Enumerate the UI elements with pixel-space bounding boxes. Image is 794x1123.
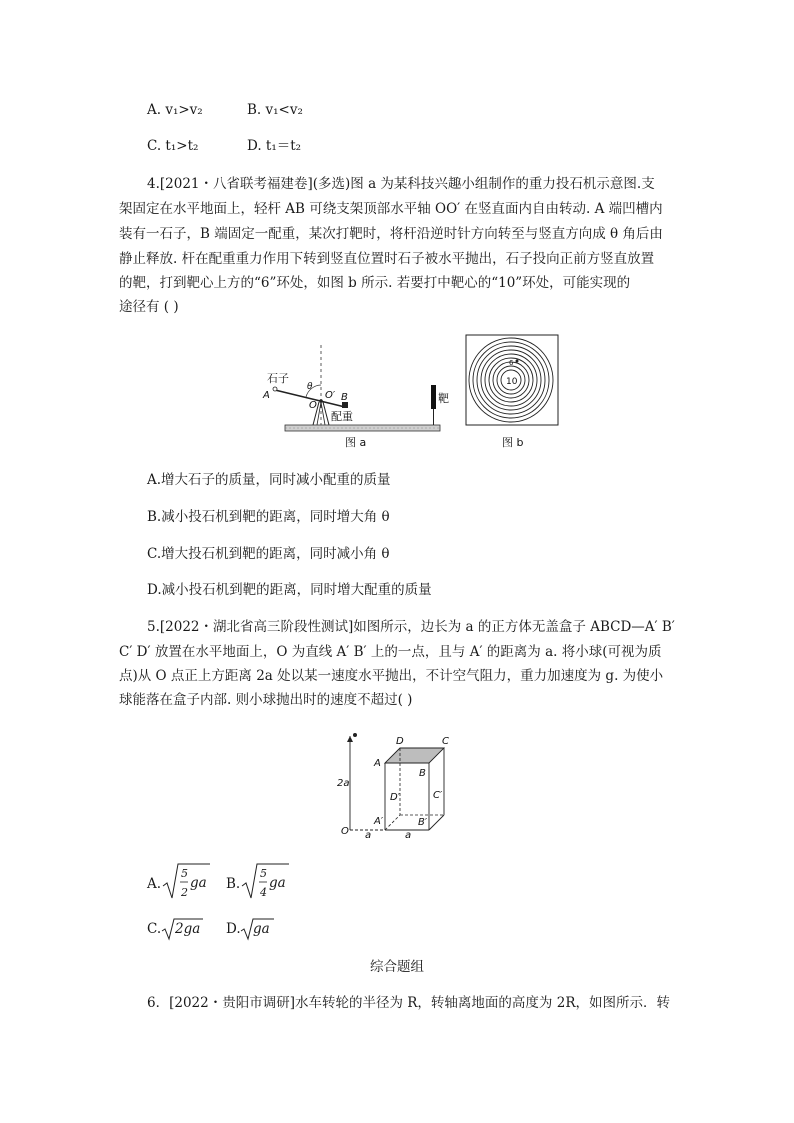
q4-stem-line-1: 4.[2021・八省联考福建卷](多选)图 a 为某科技兴趣小组制作的重力投石机示意图.支 xyxy=(147,176,655,192)
label-B: B xyxy=(419,768,426,779)
q5-option-a-denominator: 2 xyxy=(181,886,188,899)
q4-option-a[interactable]: A.增大石子的质量，同时减小配重的质量 xyxy=(147,472,391,488)
launch-point xyxy=(353,733,357,737)
q5-option-c-expression: 2ga xyxy=(175,921,201,937)
q3-option-d[interactable]: D. t₁＝t₂ xyxy=(247,138,302,154)
q5-option-b-numerator: 5 xyxy=(260,867,267,880)
label-A-prime: A′ xyxy=(374,816,384,827)
q4-stem-line-3: 装有一石子，B 端固定一配重，某次打靶时，将杆沿逆时针方向转至与竖直方向成 θ 角后由 xyxy=(119,226,663,242)
q6-stem-line-1: 6．[2022・贵阳市调研]水车转轮的半径为 R，转轴离地面的高度为 2R，如图所示．转 xyxy=(147,995,670,1011)
caption-figure-b: 图 b xyxy=(502,436,524,449)
label-ring-10: 10 xyxy=(506,377,518,387)
label-A: A xyxy=(263,390,270,401)
q5-option-b-denominator: 4 xyxy=(260,886,267,899)
caption-figure-a: 图 a xyxy=(345,436,367,449)
q5-stem-line-2: C′ D′ 放置在水平地面上，O 为直线 A′ B′ 上的一点，且与 A′ 的距离为 a. 将小球(可视为质 xyxy=(119,644,662,660)
q3-option-c[interactable]: C. t₁>t₂ xyxy=(147,138,199,154)
label-stone: 石子 xyxy=(267,372,289,385)
label-target: 靶 xyxy=(438,392,449,405)
q5-option-d-expression: ga xyxy=(253,921,270,937)
q5-stem-line-3: 点)从 O 点正上方距离 2a 处以某一速度水平抛出，不计空气阻力，重力加速度为 g. 为使小 xyxy=(119,668,664,684)
q5-option-a-numerator: 5 xyxy=(181,867,188,880)
q5-option-d-prefix: D. xyxy=(226,921,241,937)
label-O-prime: O′ xyxy=(325,390,336,401)
q3-option-a[interactable]: A. v₁>v₂ xyxy=(147,102,203,118)
q4-stem-line-5: 的靶，打到靶心上方的“6”环处，如图 b 所示. 若要打中靶心的“10”环处，可能实现的 xyxy=(119,275,631,291)
q4-option-c[interactable]: C.增大投石机到靶的距离，同时减小角 θ xyxy=(147,546,390,562)
q4-option-d[interactable]: D.减小投石机到靶的距离，同时增大配重的质量 xyxy=(147,582,432,598)
q4-option-b[interactable]: B.减小投石机到靶的距离，同时增大角 θ xyxy=(147,509,390,525)
q4-stem-line-4: 静止释放. 杆在配重重力作用下转到竖直位置时石子被水平抛出，石子投向正前方竖直放置 xyxy=(119,251,655,267)
cube-top-face xyxy=(385,748,444,763)
target-board xyxy=(431,385,436,409)
q5-option-a-prefix: A. xyxy=(147,876,162,892)
label-a-2: a xyxy=(405,830,412,840)
label-C-prime: C′ xyxy=(433,790,443,801)
section-title: 综合题组 xyxy=(370,959,424,975)
label-O: O xyxy=(309,400,317,411)
q4-stem-line-2: 架固定在水平地面上，轻杆 AB 可绕支架顶部水平轴 OO′ 在竖直面内自由转动. A 端凹槽内 xyxy=(119,201,663,217)
figure-b-target xyxy=(462,332,562,450)
label-D: D xyxy=(396,736,404,747)
q5-option-b-prefix: B. xyxy=(226,876,241,892)
q3-option-b[interactable]: B. v₁<v₂ xyxy=(247,102,303,118)
q5-stem-line-4: 球能落在盒子内部. 则小球抛出时的速度不超过( ) xyxy=(119,692,413,708)
label-2a: 2a xyxy=(337,778,350,789)
label-counterweight: 配重 xyxy=(331,410,353,423)
label-a-1: a xyxy=(365,830,372,840)
q5-option-c-prefix: C. xyxy=(147,921,162,937)
label-ring-6: 6 xyxy=(509,359,514,367)
q5-option-a-expression: ga xyxy=(190,875,207,891)
q4-stem-line-6: 途径有 ( ) xyxy=(119,299,179,315)
label-A: A xyxy=(374,758,381,769)
label-D-prime: D′ xyxy=(390,792,400,803)
figure-cube-box xyxy=(334,730,494,840)
q5-option-b-expression: ga xyxy=(269,875,286,891)
label-C: C xyxy=(442,736,449,747)
label-theta: θ xyxy=(307,382,313,392)
label-O: O xyxy=(341,826,349,837)
label-B-prime: B′ xyxy=(418,817,428,828)
q5-stem-line-1: 5.[2022・湖北省高三阶段性测试]如图所示，边长为 a 的正方体无盖盒子 ABCD—A′ B′ xyxy=(147,619,675,635)
label-B: B xyxy=(341,392,348,403)
figure-a-catapult xyxy=(255,340,455,450)
stone xyxy=(273,387,277,391)
